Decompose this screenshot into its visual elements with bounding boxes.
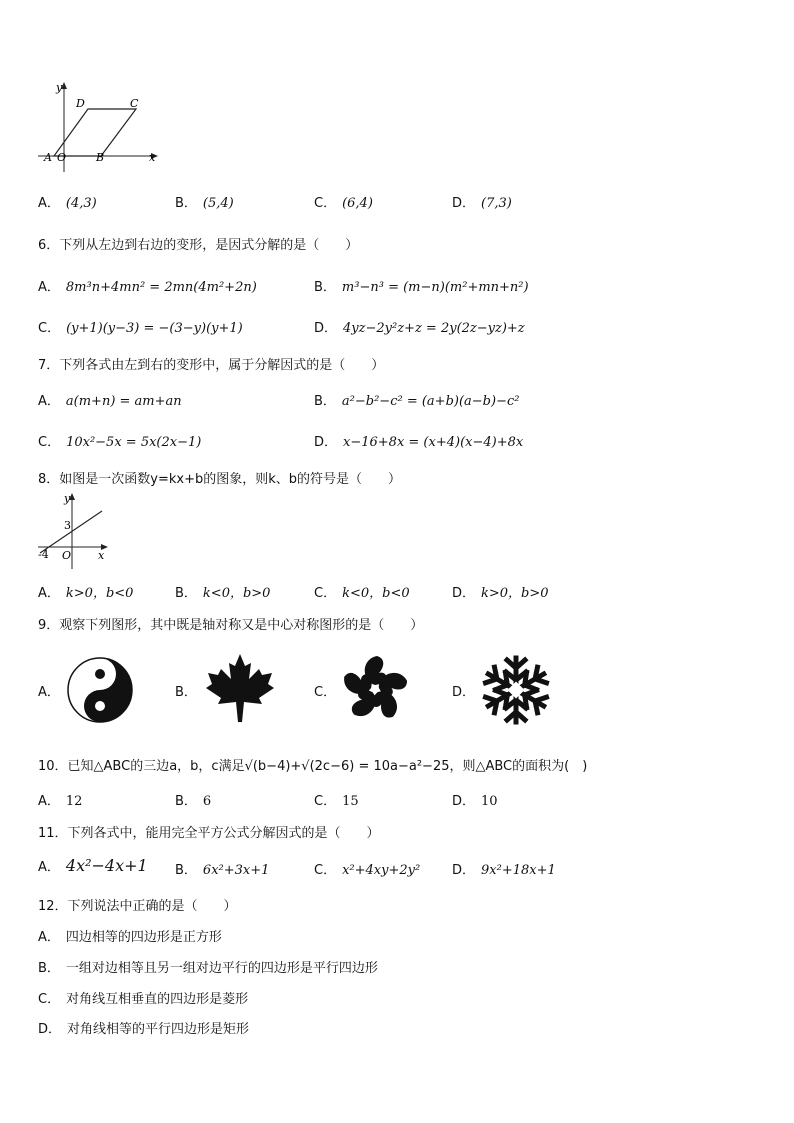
q5-option-a[interactable]: A． (4,3)	[38, 196, 97, 211]
q11-option-a[interactable]: A． 4x²−4x+1	[38, 856, 148, 875]
maple-leaf-icon	[204, 652, 276, 724]
q12-option-c[interactable]: C． 对角线互相垂直的四边形是菱形	[38, 992, 249, 1007]
q7-option-b[interactable]: B． a²−b²−c² = (a+b)(a−b)−c²	[314, 394, 520, 409]
axis-label-x: x	[98, 549, 105, 562]
parallelogram-figure	[36, 80, 166, 175]
axis-label-y: y	[56, 81, 63, 94]
yin-yang-icon	[66, 656, 134, 724]
linear-function-graph	[36, 491, 116, 571]
axis-label-y: y	[64, 492, 71, 505]
q8-option-a[interactable]: A． k>0，b<0	[38, 586, 134, 601]
q8-option-b[interactable]: B． k<0，b>0	[175, 586, 271, 601]
snowflake-icon	[480, 654, 552, 726]
q7-stem: 7．下列各式由左到右的变形中，属于分解因式的是（ ）	[38, 358, 385, 373]
q6-option-c[interactable]: C． (y+1)(y−3) = −(3−y)(y+1)	[38, 321, 243, 336]
q12-option-d[interactable]: D． 对角线相等的平行四边形是矩形	[38, 1022, 250, 1037]
bauhinia-icon	[340, 654, 410, 724]
q9-stem: 9．观察下列图形，其中既是轴对称又是中心对称图形的是（ ）	[38, 618, 424, 633]
q8-option-d[interactable]: D． k>0，b>0	[452, 586, 549, 601]
q5-option-c[interactable]: C． (6,4)	[314, 196, 373, 211]
q5-option-b[interactable]: B． (5,4)	[175, 196, 234, 211]
q8-stem: 8．如图是一次函数y=kx+b的图象，则k、b的符号是（ ）	[38, 472, 402, 487]
q12-option-a[interactable]: A． 四边相等的四边形是正方形	[38, 930, 222, 945]
q10-option-c[interactable]: C． 15	[314, 794, 359, 809]
q6-option-b[interactable]: B． m³−n³ = (m−n)(m²+mn+n²)	[314, 280, 529, 295]
q9-option-a[interactable]: A．	[38, 685, 60, 700]
q10-stem: 10．已知△ABC的三边a，b，c满足√(b−4)+√(2c−6) = 10a−a²−25，则△ABC的面积为( )	[38, 759, 588, 774]
q11-option-d[interactable]: D． 9x²+18x+1	[452, 863, 556, 878]
q6-option-d[interactable]: D． 4yz−2y²z+z = 2y(2z−yz)+z	[314, 321, 525, 336]
q8-option-c[interactable]: C． k<0，b<0	[314, 586, 410, 601]
q12-stem: 12．下列说法中正确的是（ ）	[38, 899, 237, 914]
q9-option-c[interactable]: C．	[314, 685, 337, 700]
q10-option-a[interactable]: A． 12	[38, 794, 83, 809]
q9-option-d[interactable]: D．	[452, 685, 476, 700]
q7-option-a[interactable]: A． a(m+n) = am+an	[38, 394, 182, 409]
axis-label-x: x	[149, 151, 156, 164]
point-label-a: A	[44, 151, 52, 164]
q6-stem: 6．下列从左边到右边的变形，是因式分解的是（ ）	[38, 238, 359, 253]
q7-option-d[interactable]: D． x−16+8x = (x+4)(x−4)+8x	[314, 435, 524, 450]
q10-option-b[interactable]: B． 6	[175, 794, 212, 809]
q5-option-d[interactable]: D． (7,3)	[452, 196, 512, 211]
q9-option-b[interactable]: B．	[175, 685, 197, 700]
q7-option-c[interactable]: C． 10x²−5x = 5x(2x−1)	[38, 435, 202, 450]
point-label-b: B	[96, 151, 105, 164]
q10-option-d[interactable]: D． 10	[452, 794, 498, 809]
y-intercept-label: 3	[64, 519, 71, 532]
x-intercept-label: -4	[38, 548, 49, 561]
q11-option-b[interactable]: B． 6x²+3x+1	[175, 863, 270, 878]
q11-stem: 11．下列各式中，能用完全平方公式分解因式的是（ ）	[38, 826, 380, 841]
q11-option-c[interactable]: C． x²+4xy+2y²	[314, 863, 421, 878]
q6-option-a[interactable]: A． 8m³n+4mn² = 2mn(4m²+2n)	[38, 280, 257, 295]
point-label-d: D	[76, 97, 85, 110]
origin-label: O	[62, 549, 72, 562]
point-label-c: C	[130, 97, 139, 110]
q12-option-b[interactable]: B． 一组对边相等且另一组对边平行的四边形是平行四边形	[38, 961, 378, 976]
origin-label: O	[57, 151, 67, 164]
